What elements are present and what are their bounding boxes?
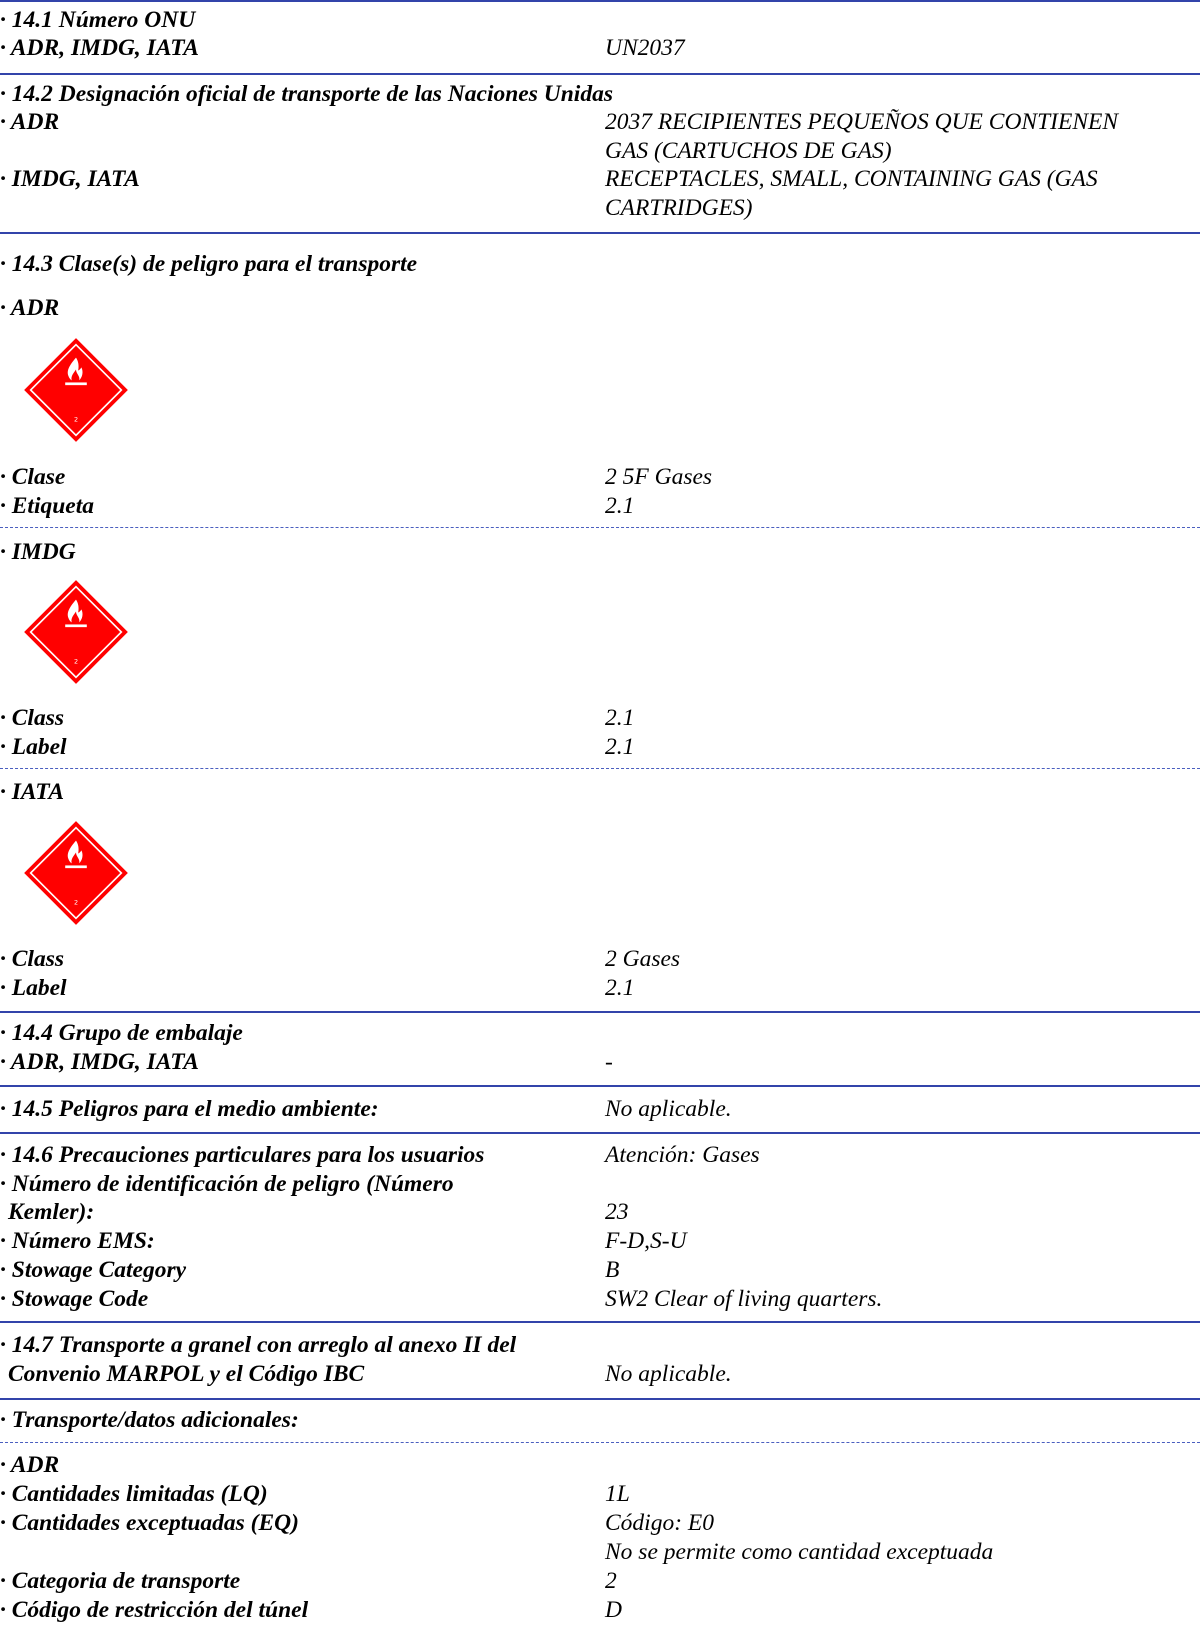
section-divider [0, 1321, 1200, 1323]
svg-text:2: 2 [73, 415, 79, 424]
stowage-code-label: · Stowage Code [0, 1286, 149, 1312]
iata-label-value: 2.1 [605, 975, 635, 1001]
imdg-heading: · IMDG [0, 539, 76, 565]
adr-designation-value-line2: GAS (CARTUCHOS DE GAS) [605, 138, 892, 164]
stowage-category-value: B [605, 1257, 620, 1283]
packing-group-label: · ADR, IMDG, IATA [0, 1049, 199, 1075]
imdg-class-label: · Class [0, 705, 64, 731]
imdg-label-value: 2.1 [605, 734, 635, 760]
section-divider [0, 1132, 1200, 1134]
section-divider [0, 1398, 1200, 1400]
iata-class-value: 2 Gases [605, 946, 681, 972]
un-number-label: · ADR, IMDG, IATA [0, 35, 199, 61]
section-14-6-title: · 14.6 Precauciones particulares para los usuarios [0, 1142, 485, 1168]
adr-class-label: · Clase [0, 464, 66, 490]
flammable-gas-placard-icon [22, 819, 130, 927]
additional-adr-heading: · ADR [0, 1452, 60, 1478]
transport-category-value: 2 [605, 1568, 617, 1594]
flammable-gas-placard-icon [22, 578, 130, 686]
stowage-code-value: SW2 Clear of living quarters. [605, 1286, 883, 1312]
ems-number-value: F-D,S-U [605, 1228, 687, 1254]
bulk-transport-value: No aplicable. [605, 1361, 732, 1387]
svg-text:2: 2 [73, 657, 79, 666]
imdg-iata-designation-value-line1: RECEPTACLES, SMALL, CONTAINING GAS (GAS [605, 166, 1098, 192]
iata-label-label: · Label [0, 975, 67, 1001]
adr-label-value: 2.1 [605, 493, 635, 519]
section-14-3-title: · 14.3 Clase(s) de peligro para el transporte [0, 251, 418, 277]
transport-category-label: · Categoria de transporte [0, 1568, 241, 1594]
environmental-hazard-value: No aplicable. [605, 1096, 732, 1122]
imdg-iata-designation-value-line2: CARTRIDGES) [605, 195, 753, 221]
section-14-4-title: · 14.4 Grupo de embalaje [0, 1020, 243, 1046]
adr-designation-label: · ADR [0, 109, 60, 135]
tunnel-restriction-value: D [605, 1597, 622, 1623]
kemler-number-label-line1: · Número de identificación de peligro (Número [0, 1171, 454, 1197]
section-14-7-title-line1: · 14.7 Transporte a granel con arreglo al anexo II del [0, 1332, 517, 1358]
section-divider [0, 0, 1200, 2]
packing-group-value: - [605, 1049, 613, 1075]
adr-designation-value-line1: 2037 RECIPIENTES PEQUEÑOS QUE CONTIENEN [605, 109, 1119, 135]
imdg-iata-designation-label: · IMDG, IATA [0, 166, 140, 192]
subsection-divider [0, 768, 1200, 769]
stowage-category-label: · Stowage Category [0, 1257, 187, 1283]
imdg-label-label: · Label [0, 734, 67, 760]
section-divider [0, 232, 1200, 234]
iata-class-label: · Class [0, 946, 64, 972]
excepted-quantities-value-line2: No se permite como cantidad exceptuada [605, 1539, 994, 1565]
kemler-number-value: 23 [605, 1199, 629, 1225]
flammable-gas-placard-icon [22, 336, 130, 444]
additional-data-title: · Transporte/datos adicionales: [0, 1407, 299, 1433]
limited-quantities-value: 1L [605, 1481, 630, 1507]
excepted-quantities-label: · Cantidades exceptuadas (EQ) [0, 1510, 299, 1536]
section-divider [0, 1085, 1200, 1087]
ems-number-label: · Número EMS: [0, 1228, 155, 1254]
kemler-number-label-line2: Kemler): [8, 1199, 95, 1225]
limited-quantities-label: · Cantidades limitadas (LQ) [0, 1481, 268, 1507]
section-14-1-title: · 14.1 Número ONU [0, 7, 196, 33]
un-number-value: UN2037 [605, 35, 685, 61]
imdg-class-value: 2.1 [605, 705, 635, 731]
section-14-2-title: · 14.2 Designación oficial de transporte de las Naciones Unidas [0, 81, 613, 107]
svg-text:2: 2 [73, 898, 79, 907]
excepted-quantities-value-line1: Código: E0 [605, 1510, 715, 1536]
subsection-divider [0, 1442, 1200, 1443]
section-divider [0, 1011, 1200, 1013]
section-divider [0, 73, 1200, 75]
user-precautions-value: Atención: Gases [605, 1142, 760, 1168]
iata-heading: · IATA [0, 779, 65, 805]
adr-class-value: 2 5F Gases [605, 464, 713, 490]
tunnel-restriction-label: · Código de restricción del túnel [0, 1597, 309, 1623]
section-14-7-title-line2: Convenio MARPOL y el Código IBC [8, 1361, 365, 1387]
subsection-divider [0, 527, 1200, 528]
adr-label-label: · Etiqueta [0, 493, 95, 519]
adr-heading: · ADR [0, 295, 60, 321]
section-14-5-title: · 14.5 Peligros para el medio ambiente: [0, 1096, 379, 1122]
